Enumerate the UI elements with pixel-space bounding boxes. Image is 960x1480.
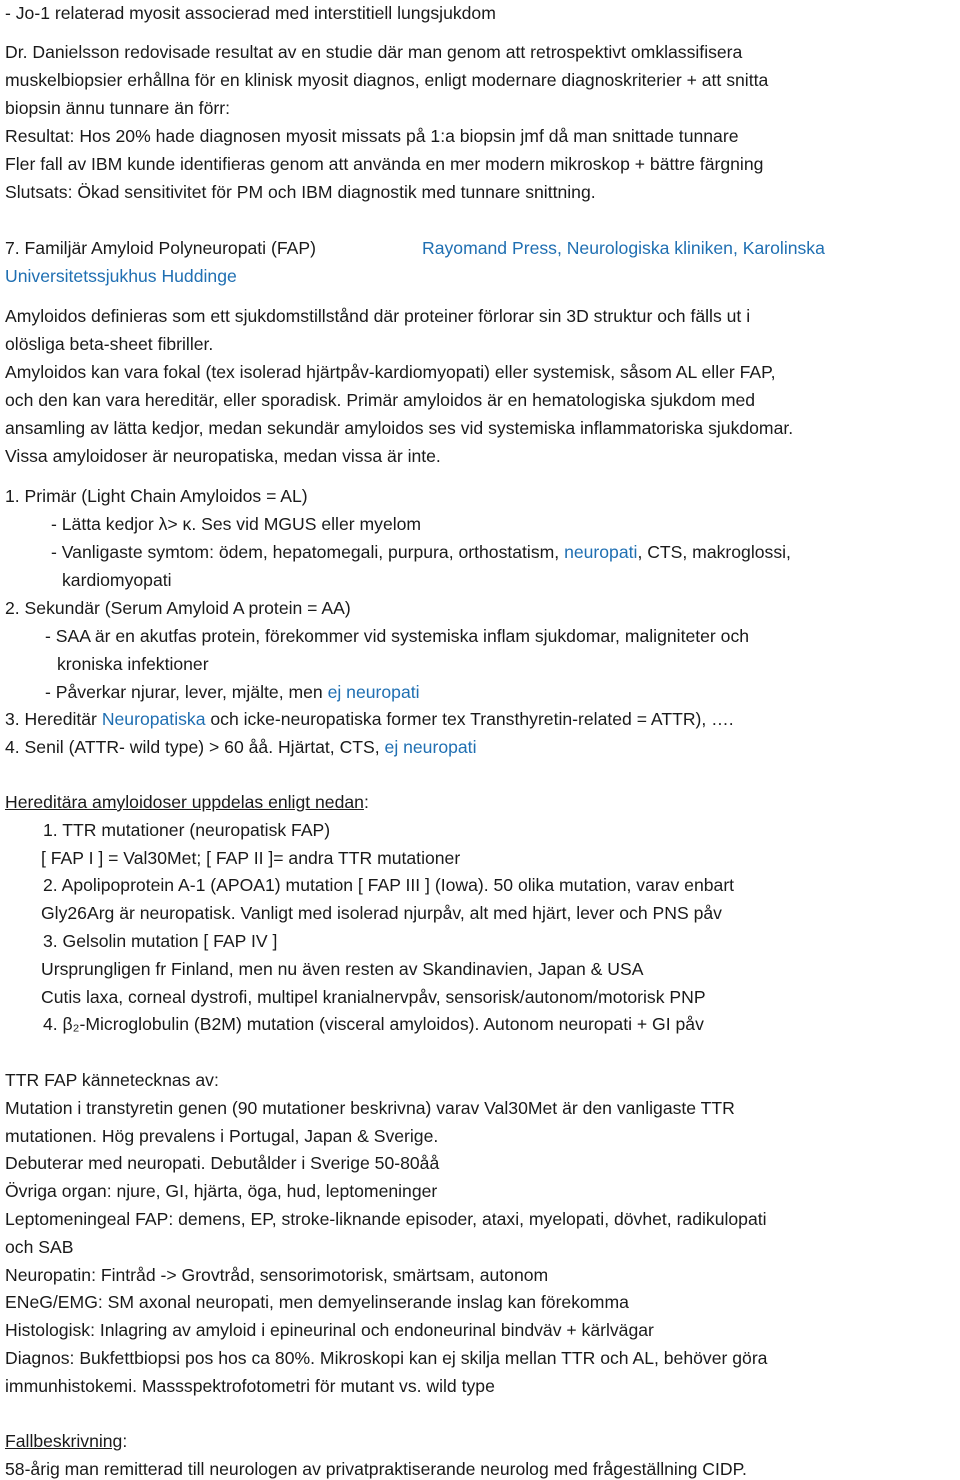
ttr-line: Debuterar med neuropati. Debutålder i Sverige 50-80åå — [5, 1153, 440, 1173]
ttr-line: Mutation i transtyretin genen (90 mutationer beskrivna) varav Val30Met är den vanligaste TTR — [5, 1098, 735, 1118]
definition-line-1: Amyloidos definieras som ett sjukdomstillstånd där proteiner förlorar sin 3D struktur och fälls ut i — [5, 306, 751, 326]
ibm-line: Fler fall av IBM kunde identifieras genom att använda en mer modern mikroskop + bättre färgning — [5, 154, 764, 174]
definition-line-3: Amyloidos kan vara fokal (tex isolerad hjärtpåv-kardiomyopati) eller systemisk, såsom AL eller FAP, — [5, 362, 776, 382]
case-text: 58-årig man remitterad till neurologen av privatpraktiserande neurolog med frågeställning CIDP. — [5, 1459, 747, 1479]
hereditary-2: 2. Apolipoprotein A-1 (APOA1) mutation [ FAP III ] (Iowa). 50 olika mutation, varav enbart — [43, 875, 735, 895]
definition-line-4: och den kan vara hereditär, eller sporadisk. Primär amyloidos är en hematologiska sjukdom med — [5, 390, 756, 410]
hereditary-1-detail: [ FAP I ] = Val30Met; [ FAP II ]= andra TTR mutationer — [41, 848, 461, 868]
ttr-line: Histologisk: Inlagring av amyloid i epineurinal och endoneurinal bindväv + kärlvägar — [5, 1320, 654, 1340]
type-3-title: 3. Hereditär Neuropatiska och icke-neuropatiska former tex Transthyretin-related = ATTR), …. — [5, 709, 734, 729]
type-4-title: 4. Senil (ATTR- wild type) > 60 åå. Hjärtat, CTS, ej neuropati — [5, 737, 477, 757]
conclusion-line: Slutsats: Ökad sensitivitet för PM och IBM diagnostik med tunnare snittning. — [5, 182, 596, 202]
hereditary-heading: Hereditära amyloidoser uppdelas enligt nedan: — [5, 792, 369, 812]
type-1-symptoms-cont: kardiomyopati — [62, 570, 172, 590]
type-2-title: 2. Sekundär (Serum Amyloid A protein = AA) — [5, 598, 351, 618]
danielsson-line-3: biopsin ännu tunnare än förr: — [5, 98, 230, 118]
type-1-chains: - Lätta kedjor λ> κ. Ses vid MGUS eller myelom — [51, 514, 422, 534]
type-2-saa-cont: kroniska infektioner — [57, 654, 209, 674]
danielsson-line-2: muskelbiopsier erhållna för en klinisk myosit diagnos, enligt modernare diagnoskriterier + att snitta — [5, 70, 769, 90]
hereditary-3-origin: Ursprungligen fr Finland, men nu även resten av Skandinavien, Japan & USA — [41, 959, 644, 979]
type-2-organs: - Påverkar njurar, lever, mjälte, men ej neuropati — [45, 682, 420, 702]
type-1-symptoms: - Vanligaste symtom: ödem, hepatomegali, purpura, orthostatism, neuropati, CTS, makroglossi, — [51, 542, 791, 562]
jo1-line: - Jo-1 relaterad myosit associerad med interstitiell lungsjukdom — [5, 3, 496, 23]
speaker-line-1: Rayomand Press, Neurologiska kliniken, Karolinska — [422, 238, 825, 258]
ttr-line: Neuropatin: Fintråd -> Grovtråd, sensorimotorisk, smärtsam, autonom — [5, 1265, 549, 1285]
hereditary-4: 4. β₂-Microglobulin (B2M) mutation (visceral amyloidos). Autonom neuropati + GI påv — [43, 1014, 704, 1034]
type-2-saa: - SAA är en akutfas protein, förekommer vid systemiska inflam sjukdomar, maligniteter och — [45, 626, 750, 646]
ttr-line: immunhistokemi. Massspektrofotometri för mutant vs. wild type — [5, 1376, 495, 1396]
definition-line-2: olösliga beta-sheet fibriller. — [5, 334, 214, 354]
section-7-title: 7. Familjär Amyloid Polyneuropati (FAP) — [5, 238, 316, 258]
ttr-line: och SAB — [5, 1237, 74, 1257]
speaker-line-2: Universitetssjukhus Huddinge — [5, 266, 237, 286]
danielsson-line-1: Dr. Danielsson redovisade resultat av en studie där man genom att retrospektivt omklassifisera — [5, 42, 743, 62]
ttr-line: Övriga organ: njure, GI, hjärta, öga, hud, leptomeninger — [5, 1181, 438, 1201]
ttr-heading: TTR FAP kännetecknas av: — [5, 1070, 219, 1090]
hereditary-3: 3. Gelsolin mutation [ FAP IV ] — [43, 931, 278, 951]
hereditary-1: 1. TTR mutationer (neuropatisk FAP) — [43, 820, 331, 840]
hereditary-3-symptoms: Cutis laxa, corneal dystrofi, multipel kranialnervpåv, sensorisk/autonom/motorisk PNP — [41, 987, 706, 1007]
hereditary-2-detail: Gly26Arg är neuropatisk. Vanligt med isolerad njurpåv, alt med hjärt, lever och PNS påv — [41, 903, 722, 923]
case-heading: Fallbeskrivning: — [5, 1431, 128, 1451]
definition-line-6: Vissa amyloidoser är neuropatiska, medan vissa är inte. — [5, 446, 441, 466]
result-line: Resultat: Hos 20% hade diagnosen myosit missats på 1:a biopsin jmf då man snittade tunnare — [5, 126, 739, 146]
ttr-line: Diagnos: Bukfettbiopsi pos hos ca 80%. Mikroskopi kan ej skilja mellan TTR och AL, behöver göra — [5, 1348, 768, 1368]
ttr-line: Leptomeningeal FAP: demens, EP, stroke-liknande episoder, ataxi, myelopati, dövhet, radikulopati — [5, 1209, 767, 1229]
type-1-title: 1. Primär (Light Chain Amyloidos = AL) — [5, 486, 308, 506]
definition-line-5: ansamling av lätta kedjor, medan sekundär amyloidos ses vid systemiska inflammatoriska sjukdomar. — [5, 418, 794, 438]
ttr-line: ENeG/EMG: SM axonal neuropati, men demyelinserande inslag kan förekomma — [5, 1292, 629, 1312]
ttr-line: mutationen. Hög prevalens i Portugal, Japan & Sverige. — [5, 1126, 439, 1146]
